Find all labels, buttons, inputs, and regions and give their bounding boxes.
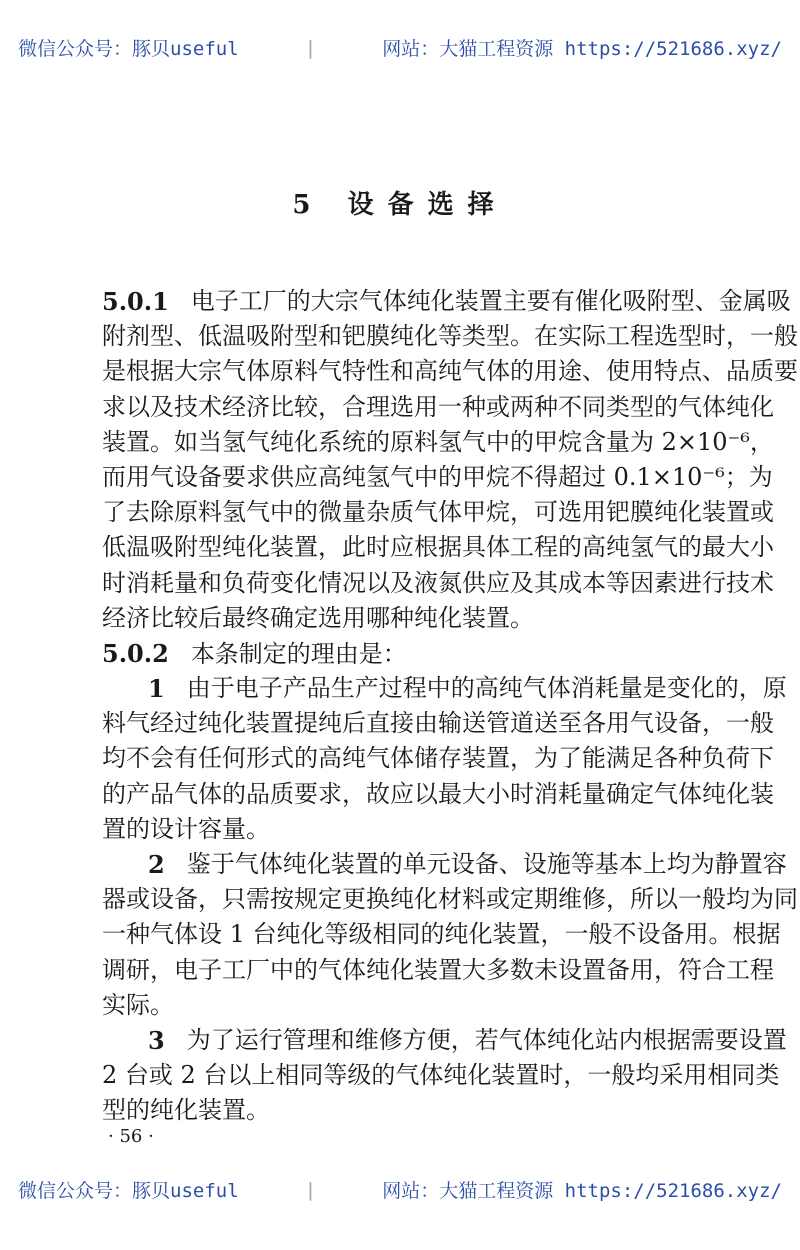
paragraph-line: [102, 460, 773, 495]
paragraph-line: [102, 777, 774, 812]
clause-number: 5.0.2: [102, 638, 169, 668]
paragraph-line: [102, 953, 774, 988]
line-text: 经济比较后最终确定选用哪种纯化装置。: [102, 603, 534, 632]
line-text: 本条制定的理由是：: [190, 639, 407, 668]
paragraph-first-line: [102, 284, 791, 319]
paragraph-line: [102, 1093, 752, 1128]
watermark-wechat: 微信公众号：豚贝useful: [18, 38, 239, 60]
paragraph-line: [102, 425, 774, 460]
line-text: 一种气体设 1 台纯化等级相同的纯化装置，一般不设备用。根据: [102, 920, 781, 949]
clause-number: 3: [148, 1025, 165, 1055]
line-text: 均不会有任何形式的高纯气体储存装置，为了能满足各种负荷下: [102, 744, 774, 773]
watermark-separator: |: [304, 1178, 317, 1201]
watermark-separator: |: [304, 36, 317, 59]
paragraph-line: [102, 812, 752, 847]
paragraph-line: [102, 1058, 780, 1093]
line-text: 求以及技术经济比较，合理选用一种或两种不同类型的气体纯化: [102, 392, 774, 421]
line-text: 的产品气体的品质要求，故应以最大小时消耗量确定气体纯化装: [102, 779, 774, 808]
page-number: · 56 ·: [108, 1126, 154, 1147]
watermark-bottom: [18, 1176, 782, 1203]
line-text: 而用气设备要求供应高纯氢气中的甲烷不得超过 0.1×10⁻⁶；为: [102, 462, 773, 491]
line-text: 为了运行管理和维修方便，若气体纯化站内根据需要设置: [186, 1025, 787, 1054]
paragraph-line: [102, 741, 774, 776]
document-body: [102, 284, 798, 1129]
paragraph-line: [102, 706, 774, 741]
paragraph-first-line: [102, 636, 752, 671]
line-text: 型的纯化装置。: [102, 1096, 270, 1125]
paragraph-line: [102, 354, 798, 389]
watermark-top: [18, 34, 782, 61]
watermark-wechat: 微信公众号：豚贝useful: [18, 1180, 239, 1202]
paragraph-line: [102, 988, 752, 1023]
line-text: 由于电子产品生产过程中的高纯气体消耗量是变化的，原: [186, 674, 787, 703]
paragraph-line: [102, 319, 798, 354]
line-text: 电子工厂的大宗气体纯化装置主要有催化吸附型、金属吸: [190, 287, 791, 315]
paragraph-line: [102, 390, 774, 425]
paragraph-line: [102, 530, 774, 565]
paragraph-line: [102, 917, 781, 952]
line-text: 置的设计容量。: [102, 814, 270, 843]
clause-number: 5.0.1: [102, 287, 169, 316]
line-text: 时消耗量和负荷变化情况以及液氮供应及其成本等因素进行技术: [102, 568, 774, 597]
watermark-website: 网站：大猫工程资源 https://521686.xyz/: [382, 38, 782, 60]
paragraph-first-line: [102, 671, 787, 706]
line-text: 器或设备，只需按规定更换纯化材料或定期维修，所以一般均为同: [102, 885, 798, 914]
paragraph-first-line: [102, 847, 787, 882]
line-text: 料气经过纯化装置提纯后直接由输送管道送至各用气设备，一般: [102, 709, 774, 738]
paragraph-line: [102, 882, 798, 917]
paragraph-line: [102, 495, 774, 530]
line-text: 低温吸附型纯化装置，此时应根据具体工程的高纯氢气的最大小: [102, 533, 774, 562]
line-text: 了去除原料氢气中的微量杂质气体甲烷，可选用钯膜纯化装置或: [102, 498, 774, 527]
line-text: 装置。如当氢气纯化系统的原料氢气中的甲烷含量为 2×10⁻⁶，: [102, 427, 774, 456]
line-text: 实际。: [102, 990, 174, 1019]
line-text: 调研，电子工厂中的气体纯化装置大多数未设置备用，符合工程: [102, 955, 774, 984]
line-text: 附剂型、低温吸附型和钯膜纯化等类型。在实际工程选型时，一般: [102, 322, 798, 351]
line-text: 2 台或 2 台以上相同等级的气体纯化装置时，一般均采用相同类: [102, 1061, 780, 1090]
clause-number: 2: [148, 850, 165, 879]
paragraph-first-line: [102, 1023, 787, 1058]
chapter-title: 5 设备选择: [292, 190, 508, 220]
paragraph-line: [102, 566, 774, 601]
line-text: 鉴于气体纯化装置的单元设备、设施等基本上均为静置容: [186, 850, 787, 878]
clause-number: 1: [148, 674, 165, 704]
line-text: 是根据大宗气体原料气特性和高纯气体的用途、使用特点、品质要: [102, 357, 798, 386]
watermark-website: 网站：大猫工程资源 https://521686.xyz/: [382, 1180, 782, 1202]
paragraph-line: [102, 601, 752, 636]
